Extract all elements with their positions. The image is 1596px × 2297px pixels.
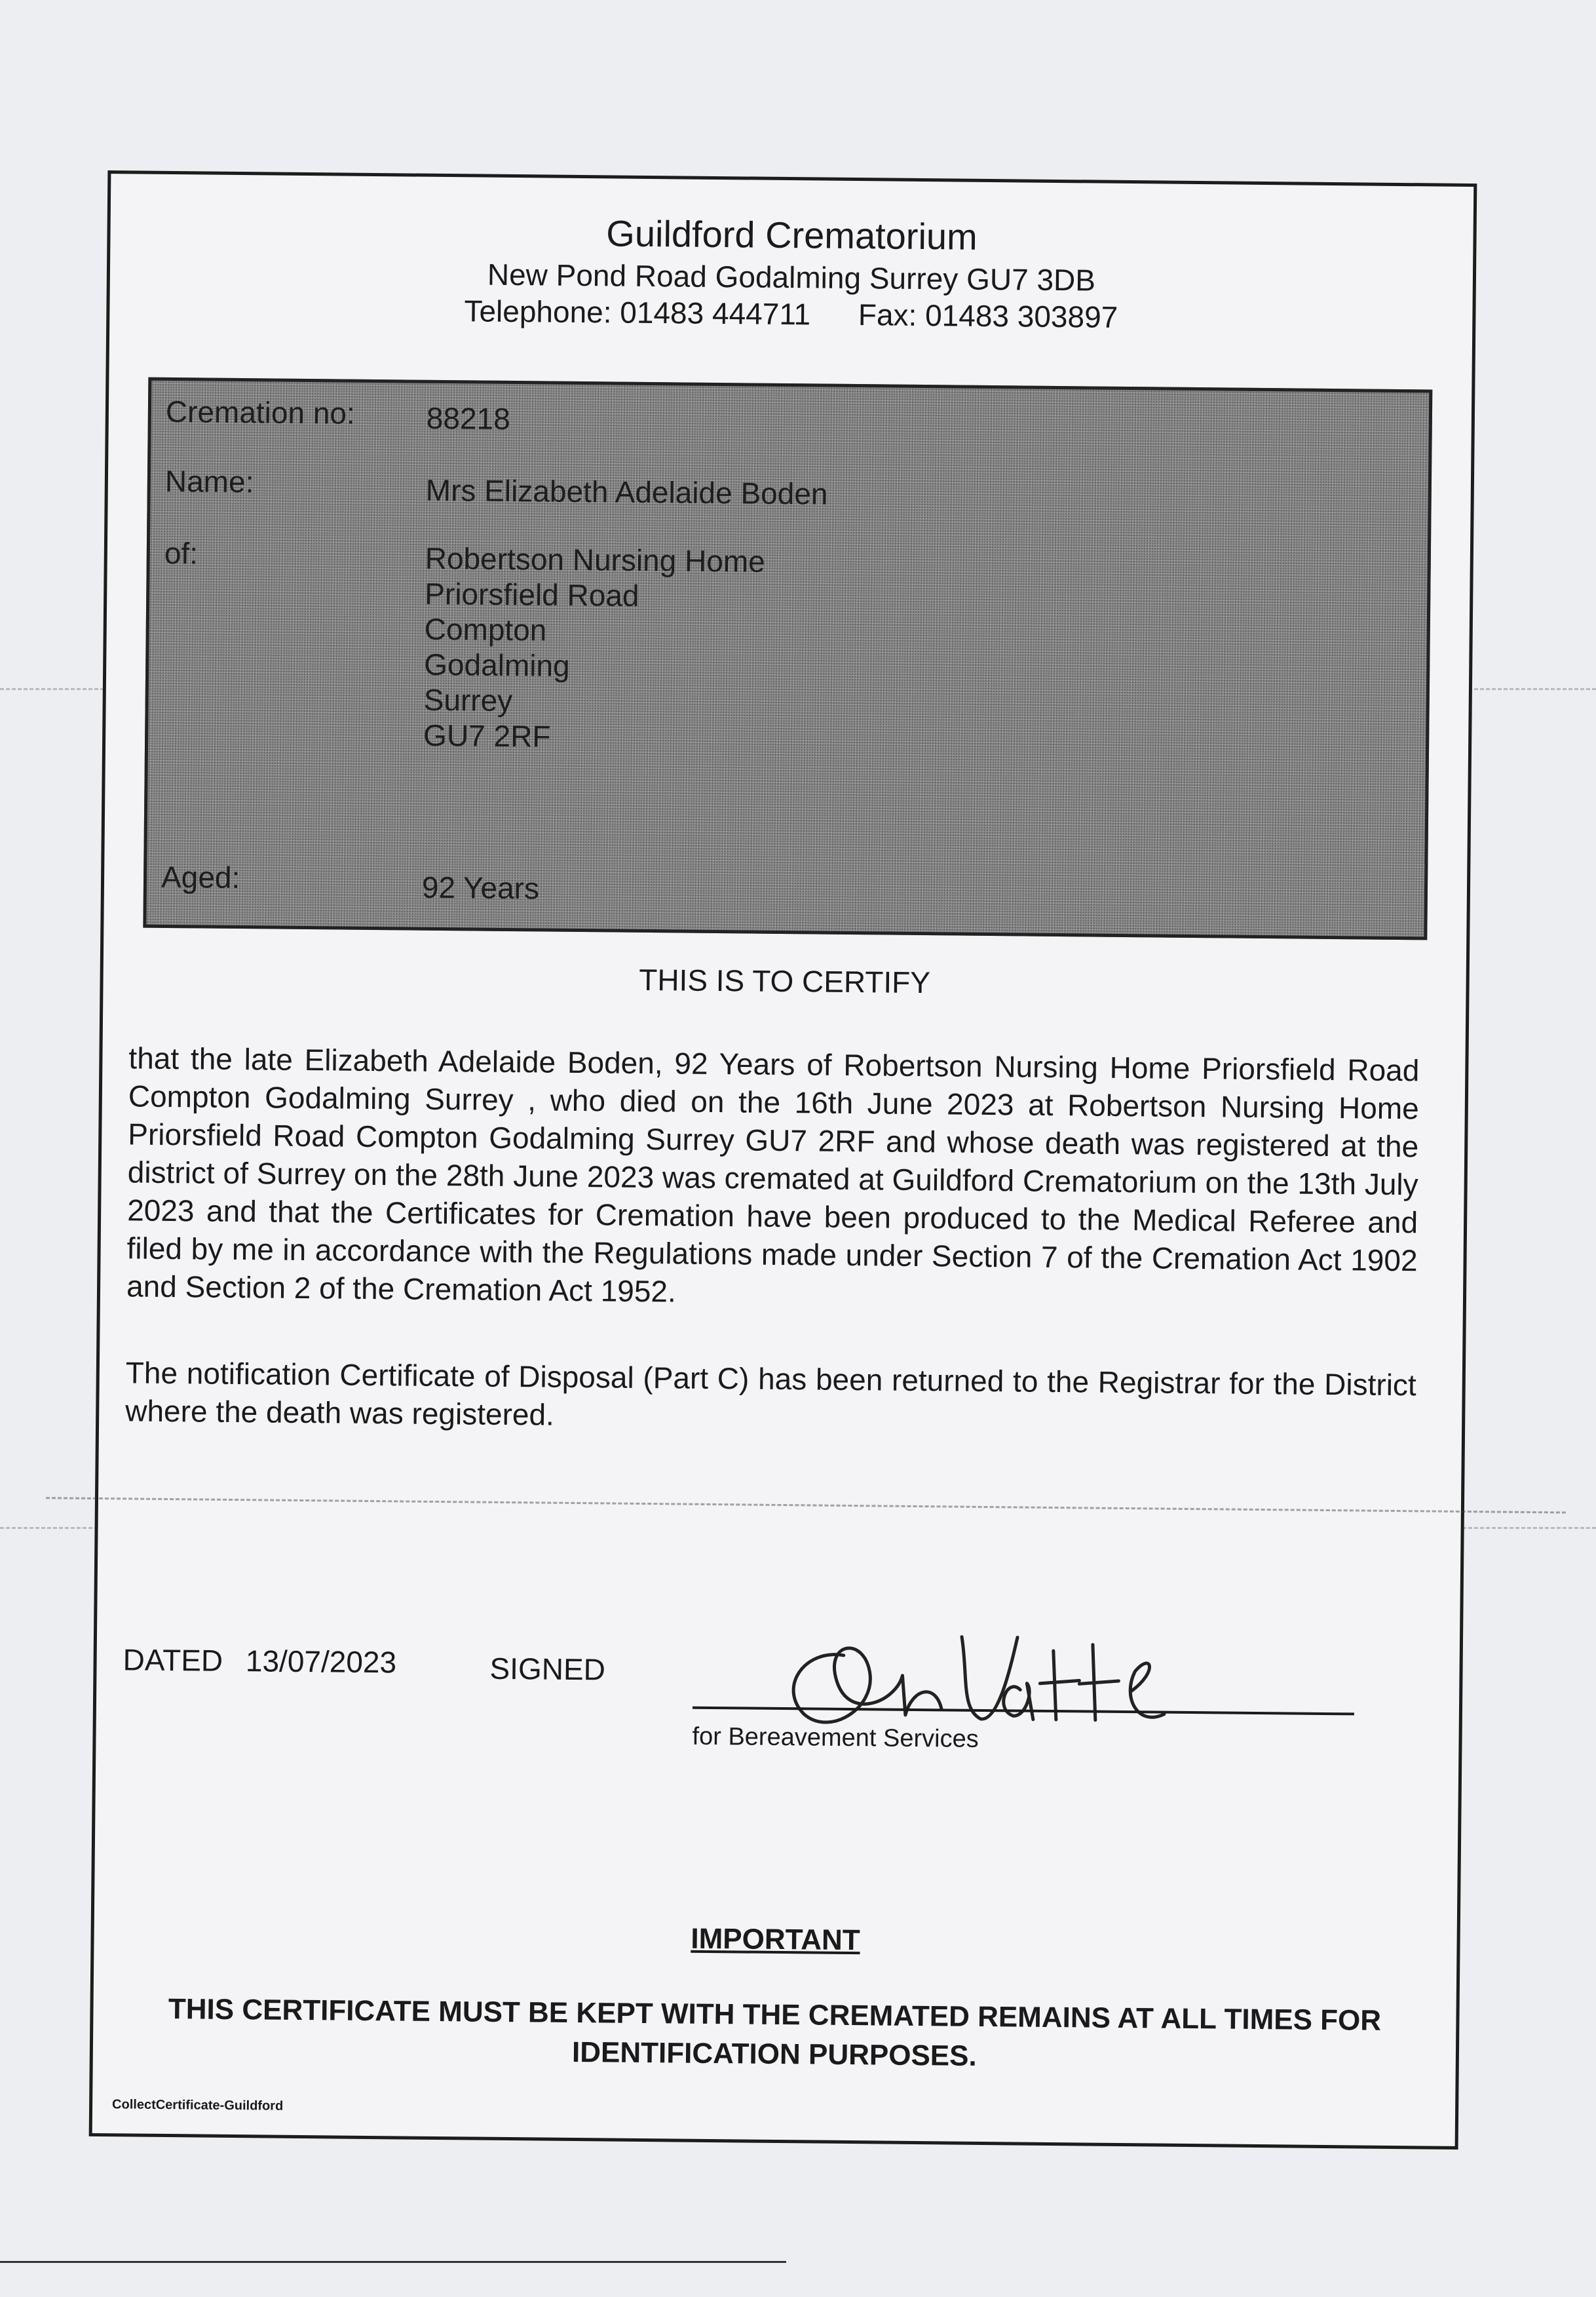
address-line: Priorsfield Road	[425, 576, 639, 613]
deceased-name: Mrs Elizabeth Adelaide Boden	[425, 473, 828, 511]
form-code: CollectCertificate-Guildford	[112, 2097, 284, 2114]
organisation-address: New Pond Road Godalming Surrey GU7 3DB	[487, 257, 1096, 298]
important-heading: IMPORTANT	[691, 1922, 860, 1957]
organisation-name: Guildford Crematorium	[606, 212, 978, 258]
aged-label: Aged:	[161, 859, 240, 895]
cremation-no-label: Cremation no:	[165, 394, 356, 431]
deceased-details-box	[143, 377, 1432, 940]
fold-dashes	[46, 1497, 1566, 1513]
address-label: of:	[164, 535, 199, 571]
signer-caption: for Bereavement Services	[692, 1722, 979, 1753]
address-line: Compton	[424, 611, 547, 647]
dated-label: DATED	[123, 1642, 223, 1678]
page-edge-rule	[0, 2261, 786, 2263]
cremation-no-value: 88218	[426, 400, 511, 436]
letterhead	[109, 205, 1473, 339]
name-label: Name:	[164, 463, 254, 499]
certification-paragraph: that the late Elizabeth Adelaide Boden, 92 Years of Robertson Nursing Home Priorsfield Road Compton Godalming Surrey , who died on the 16th June 2023 at Robertson Nursing Home Priorsfield Road Compton Godalming Surrey GU7 2RF and whose death was registered at the district of Surrey on the 28th June 2023 was cremated at Guildford Crematorium on the 13th July 2023 and that the Certificates for Cremation have been produced to the Medical Referee and filed by me in accordance with the Regulations made under Section 7 of the Cremation Act 1902 and Section 2 of the Cremation Act 1952.	[126, 1041, 1420, 1309]
dated-value: 13/07/2023	[245, 1644, 397, 1680]
certificate-frame	[89, 170, 1477, 2150]
telephone-number: Telephone: 01483 444711	[464, 294, 811, 332]
deceased-address	[423, 541, 765, 756]
address-line: Surrey	[423, 682, 513, 718]
address-line: Robertson Nursing Home	[425, 541, 766, 579]
aged-value: 92 Years	[421, 870, 540, 906]
date-field	[123, 1642, 411, 1680]
certify-heading: THIS IS TO CERTIFY	[639, 962, 931, 1000]
disposal-notification-paragraph: The notification Certificate of Disposal (Part C) has been returned to the Registrar for the District where the death was registered.	[125, 1355, 1416, 1432]
fax-number: Fax: 01483 303897	[858, 298, 1118, 334]
important-notice: THIS CERTIFICATE MUST BE KEPT WITH THE CREMATED REMAINS AT ALL TIMES FOR IDENTIFICATION PURPOSES.	[168, 1993, 1382, 2072]
signed-label: SIGNED	[489, 1651, 606, 1687]
address-line: GU7 2RF	[423, 718, 551, 754]
address-line: Godalming	[423, 647, 570, 683]
